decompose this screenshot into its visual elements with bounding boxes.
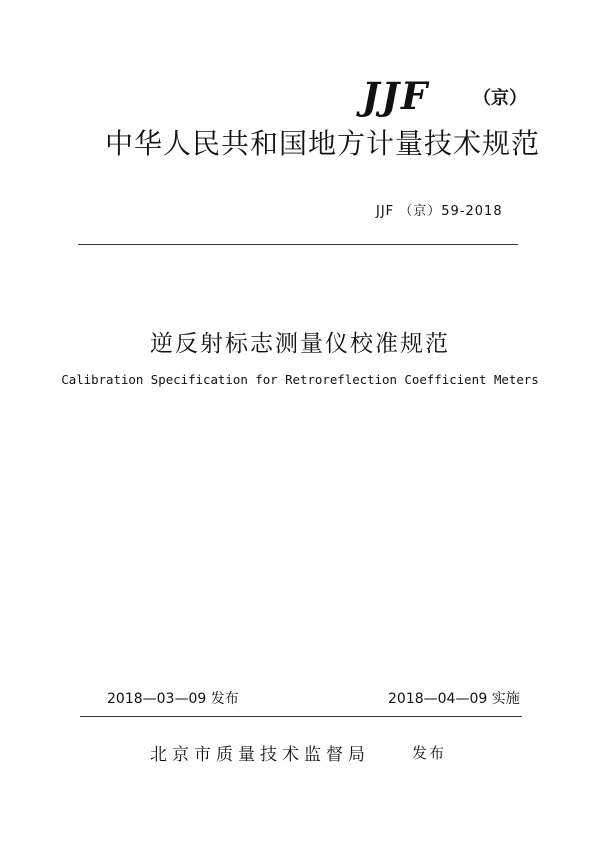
logo-jjf: JJF xyxy=(362,74,430,118)
logo-region-suffix: （京） xyxy=(473,88,527,109)
implementation-date: 2018—04—09 实施 xyxy=(388,691,520,707)
specification-type-heading: 中华人民共和国地方计量技术规范 xyxy=(105,127,541,160)
document-title-chinese: 逆反射标志测量仪校准规范 xyxy=(150,331,450,357)
issue-date: 2018—03—09 发布 xyxy=(107,691,239,707)
document-title-english: Calibration Specification for Retroreflection Coefficient Meters xyxy=(61,372,539,387)
top-divider xyxy=(78,244,518,245)
bottom-divider xyxy=(80,716,522,717)
document-number: JJF （京）59-2018 xyxy=(376,204,503,219)
issuing-authority: 北京市质量技术监督局 xyxy=(150,745,370,765)
issuer-action-label: 发布 xyxy=(412,744,447,762)
